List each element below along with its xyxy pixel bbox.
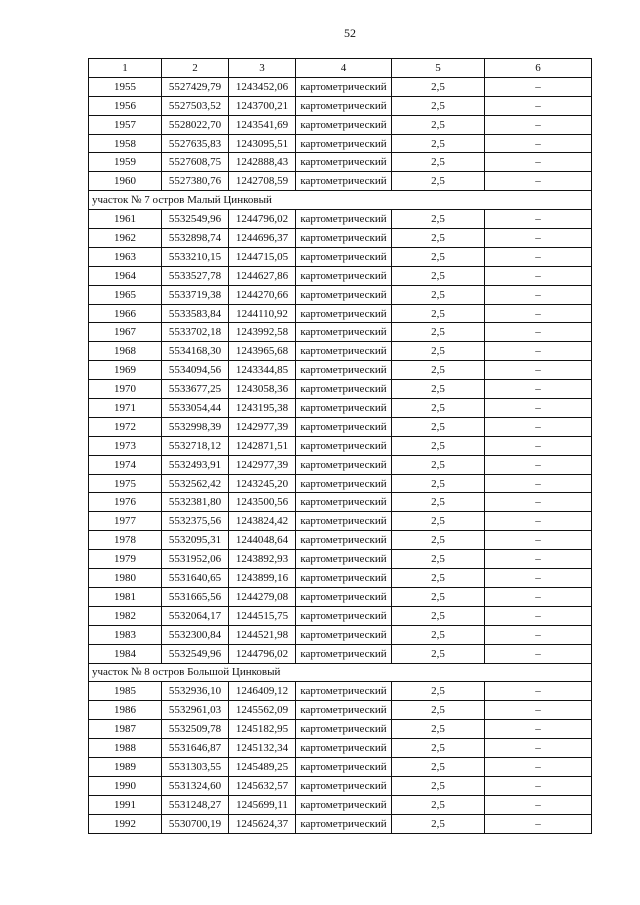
coordinate-1-cell: 5527635,83	[162, 134, 229, 153]
coordinate-2-cell: 1243899,16	[229, 569, 296, 588]
method-cell: картометрический	[296, 77, 392, 96]
coordinate-1-cell: 5532549,96	[162, 644, 229, 663]
method-cell: картометрический	[296, 474, 392, 493]
table-row	[89, 304, 592, 323]
method-cell: картометрический	[296, 229, 392, 248]
coordinate-1-cell: 5527380,76	[162, 172, 229, 191]
column-header-3: 3	[229, 59, 296, 78]
accuracy-cell: 2,5	[392, 644, 485, 663]
note-cell: –	[485, 606, 592, 625]
coordinate-1-cell: 5534168,30	[162, 342, 229, 361]
table-row	[89, 739, 592, 758]
coordinate-1-cell: 5531303,55	[162, 757, 229, 776]
note-cell: –	[485, 285, 592, 304]
point-number-cell: 1977	[89, 512, 162, 531]
accuracy-cell: 2,5	[392, 380, 485, 399]
note-cell: –	[485, 115, 592, 134]
note-cell: –	[485, 342, 592, 361]
table-row	[89, 493, 592, 512]
point-number-cell: 1983	[89, 625, 162, 644]
accuracy-cell: 2,5	[392, 569, 485, 588]
method-cell: картометрический	[296, 323, 392, 342]
accuracy-cell: 2,5	[392, 512, 485, 531]
accuracy-cell: 2,5	[392, 304, 485, 323]
note-cell: –	[485, 739, 592, 758]
note-cell: –	[485, 474, 592, 493]
coordinate-2-cell: 1245632,57	[229, 776, 296, 795]
coordinate-2-cell: 1243892,93	[229, 550, 296, 569]
accuracy-cell: 2,5	[392, 814, 485, 833]
table-row	[89, 323, 592, 342]
note-cell: –	[485, 210, 592, 229]
coordinate-2-cell: 1244270,66	[229, 285, 296, 304]
table-row	[89, 701, 592, 720]
table-row	[89, 531, 592, 550]
point-number-cell: 1963	[89, 247, 162, 266]
note-cell: –	[485, 682, 592, 701]
coordinate-2-cell: 1246409,12	[229, 682, 296, 701]
coordinate-1-cell: 5533527,78	[162, 266, 229, 285]
note-cell: –	[485, 644, 592, 663]
table-row	[89, 77, 592, 96]
coordinate-2-cell: 1243965,68	[229, 342, 296, 361]
method-cell: картометрический	[296, 606, 392, 625]
coordinate-2-cell: 1245562,09	[229, 701, 296, 720]
coordinate-2-cell: 1244696,37	[229, 229, 296, 248]
method-cell: картометрический	[296, 720, 392, 739]
point-number-cell: 1957	[89, 115, 162, 134]
table-row	[89, 474, 592, 493]
note-cell: –	[485, 493, 592, 512]
coordinate-2-cell: 1243195,38	[229, 399, 296, 418]
point-number-cell: 1988	[89, 739, 162, 758]
note-cell: –	[485, 701, 592, 720]
table-row	[89, 172, 592, 191]
coordinate-2-cell: 1242888,43	[229, 153, 296, 172]
table-row	[89, 682, 592, 701]
coordinate-1-cell: 5533583,84	[162, 304, 229, 323]
accuracy-cell: 2,5	[392, 720, 485, 739]
table-row	[89, 285, 592, 304]
accuracy-cell: 2,5	[392, 682, 485, 701]
accuracy-cell: 2,5	[392, 342, 485, 361]
method-cell: картометрический	[296, 134, 392, 153]
method-cell: картометрический	[296, 266, 392, 285]
method-cell: картометрический	[296, 757, 392, 776]
coordinate-2-cell: 1245699,11	[229, 795, 296, 814]
accuracy-cell: 2,5	[392, 474, 485, 493]
coordinate-1-cell: 5528022,70	[162, 115, 229, 134]
method-cell: картометрический	[296, 342, 392, 361]
coordinate-1-cell: 5532493,91	[162, 455, 229, 474]
point-number-cell: 1990	[89, 776, 162, 795]
coordinate-1-cell: 5532961,03	[162, 701, 229, 720]
coordinate-2-cell: 1242871,51	[229, 436, 296, 455]
note-cell: –	[485, 229, 592, 248]
accuracy-cell: 2,5	[392, 739, 485, 758]
coordinate-1-cell: 5532064,17	[162, 606, 229, 625]
coordinate-1-cell: 5533702,18	[162, 323, 229, 342]
table-row	[89, 814, 592, 833]
table-row	[89, 512, 592, 531]
accuracy-cell: 2,5	[392, 776, 485, 795]
table-row	[89, 436, 592, 455]
method-cell: картометрический	[296, 644, 392, 663]
point-number-cell: 1987	[89, 720, 162, 739]
coordinate-2-cell: 1243500,56	[229, 493, 296, 512]
coordinate-2-cell: 1244279,08	[229, 587, 296, 606]
table-row	[89, 153, 592, 172]
note-cell: –	[485, 172, 592, 191]
coordinate-1-cell: 5532375,56	[162, 512, 229, 531]
coordinate-1-cell: 5533054,44	[162, 399, 229, 418]
column-header-5: 5	[392, 59, 485, 78]
point-number-cell: 1968	[89, 342, 162, 361]
table-row	[89, 569, 592, 588]
point-number-cell: 1978	[89, 531, 162, 550]
coordinate-2-cell: 1242977,39	[229, 455, 296, 474]
column-header-4: 4	[296, 59, 392, 78]
note-cell: –	[485, 814, 592, 833]
accuracy-cell: 2,5	[392, 266, 485, 285]
coordinate-1-cell: 5532381,80	[162, 493, 229, 512]
coordinate-1-cell: 5532300,84	[162, 625, 229, 644]
point-number-cell: 1991	[89, 795, 162, 814]
table-row	[89, 644, 592, 663]
accuracy-cell: 2,5	[392, 210, 485, 229]
point-number-cell: 1966	[89, 304, 162, 323]
note-cell: –	[485, 266, 592, 285]
method-cell: картометрический	[296, 512, 392, 531]
table-row	[89, 720, 592, 739]
table-row	[89, 776, 592, 795]
note-cell: –	[485, 512, 592, 531]
method-cell: картометрический	[296, 153, 392, 172]
point-number-cell: 1969	[89, 361, 162, 380]
point-number-cell: 1962	[89, 229, 162, 248]
coordinate-2-cell: 1245489,25	[229, 757, 296, 776]
accuracy-cell: 2,5	[392, 795, 485, 814]
method-cell: картометрический	[296, 172, 392, 191]
accuracy-cell: 2,5	[392, 417, 485, 436]
coordinate-1-cell: 5532095,31	[162, 531, 229, 550]
column-header-6: 6	[485, 59, 592, 78]
table-row	[89, 795, 592, 814]
coordinate-1-cell: 5532509,78	[162, 720, 229, 739]
method-cell: картометрический	[296, 682, 392, 701]
point-number-cell: 1965	[89, 285, 162, 304]
coordinate-2-cell: 1243095,51	[229, 134, 296, 153]
coordinate-1-cell: 5532549,96	[162, 210, 229, 229]
point-number-cell: 1986	[89, 701, 162, 720]
table-row	[89, 342, 592, 361]
table-row	[89, 550, 592, 569]
note-cell: –	[485, 720, 592, 739]
method-cell: картометрический	[296, 587, 392, 606]
accuracy-cell: 2,5	[392, 550, 485, 569]
note-cell: –	[485, 417, 592, 436]
table-row	[89, 399, 592, 418]
point-number-cell: 1964	[89, 266, 162, 285]
point-number-cell: 1979	[89, 550, 162, 569]
note-cell: –	[485, 361, 592, 380]
point-number-cell: 1992	[89, 814, 162, 833]
accuracy-cell: 2,5	[392, 172, 485, 191]
note-cell: –	[485, 153, 592, 172]
note-cell: –	[485, 304, 592, 323]
accuracy-cell: 2,5	[392, 606, 485, 625]
coordinate-1-cell: 5532998,39	[162, 417, 229, 436]
coordinate-2-cell: 1244796,02	[229, 644, 296, 663]
point-number-cell: 1967	[89, 323, 162, 342]
accuracy-cell: 2,5	[392, 361, 485, 380]
coordinate-1-cell: 5527429,79	[162, 77, 229, 96]
section-title: участок № 7 остров Малый Цинковый	[89, 191, 592, 210]
point-number-cell: 1961	[89, 210, 162, 229]
note-cell: –	[485, 757, 592, 776]
section-row	[89, 191, 592, 210]
accuracy-cell: 2,5	[392, 757, 485, 776]
coordinate-2-cell: 1245624,37	[229, 814, 296, 833]
coordinate-1-cell: 5531646,87	[162, 739, 229, 758]
coordinate-1-cell: 5531248,27	[162, 795, 229, 814]
coordinate-1-cell: 5532562,42	[162, 474, 229, 493]
note-cell: –	[485, 455, 592, 474]
table-row	[89, 757, 592, 776]
table-row	[89, 96, 592, 115]
accuracy-cell: 2,5	[392, 153, 485, 172]
point-number-cell: 1959	[89, 153, 162, 172]
coordinate-1-cell: 5530700,19	[162, 814, 229, 833]
coordinate-2-cell: 1243541,69	[229, 115, 296, 134]
point-number-cell: 1955	[89, 77, 162, 96]
coordinate-1-cell: 5532898,74	[162, 229, 229, 248]
coordinates-table	[88, 58, 592, 834]
section-title: участок № 8 остров Большой Цинковый	[89, 663, 592, 682]
table-row	[89, 115, 592, 134]
accuracy-cell: 2,5	[392, 399, 485, 418]
coordinate-2-cell: 1244515,75	[229, 606, 296, 625]
coordinate-2-cell: 1243452,06	[229, 77, 296, 96]
section-row	[89, 663, 592, 682]
coordinate-2-cell: 1242977,39	[229, 417, 296, 436]
table-header	[89, 59, 592, 78]
method-cell: картометрический	[296, 304, 392, 323]
accuracy-cell: 2,5	[392, 493, 485, 512]
accuracy-cell: 2,5	[392, 455, 485, 474]
note-cell: –	[485, 247, 592, 266]
coordinate-2-cell: 1245132,34	[229, 739, 296, 758]
method-cell: картометрический	[296, 739, 392, 758]
accuracy-cell: 2,5	[392, 701, 485, 720]
point-number-cell: 1976	[89, 493, 162, 512]
method-cell: картометрический	[296, 285, 392, 304]
coordinate-2-cell: 1243700,21	[229, 96, 296, 115]
method-cell: картометрический	[296, 361, 392, 380]
method-cell: картометрический	[296, 455, 392, 474]
point-number-cell: 1958	[89, 134, 162, 153]
column-header-2: 2	[162, 59, 229, 78]
point-number-cell: 1971	[89, 399, 162, 418]
note-cell: –	[485, 323, 592, 342]
accuracy-cell: 2,5	[392, 436, 485, 455]
note-cell: –	[485, 587, 592, 606]
accuracy-cell: 2,5	[392, 587, 485, 606]
coordinate-1-cell: 5531952,06	[162, 550, 229, 569]
method-cell: картометрический	[296, 814, 392, 833]
coordinate-1-cell: 5531324,60	[162, 776, 229, 795]
point-number-cell: 1981	[89, 587, 162, 606]
coordinate-1-cell: 5531665,56	[162, 587, 229, 606]
coordinate-2-cell: 1243344,85	[229, 361, 296, 380]
note-cell: –	[485, 531, 592, 550]
note-cell: –	[485, 795, 592, 814]
method-cell: картометрический	[296, 795, 392, 814]
point-number-cell: 1980	[89, 569, 162, 588]
method-cell: картометрический	[296, 493, 392, 512]
method-cell: картометрический	[296, 569, 392, 588]
coordinate-1-cell: 5531640,65	[162, 569, 229, 588]
coordinate-1-cell: 5527608,75	[162, 153, 229, 172]
method-cell: картометрический	[296, 436, 392, 455]
table-row	[89, 247, 592, 266]
coordinate-1-cell: 5533677,25	[162, 380, 229, 399]
table-body	[89, 77, 592, 833]
coordinate-1-cell: 5532718,12	[162, 436, 229, 455]
header-row	[89, 59, 592, 78]
table-row	[89, 380, 592, 399]
point-number-cell: 1985	[89, 682, 162, 701]
method-cell: картометрический	[296, 550, 392, 569]
point-number-cell: 1970	[89, 380, 162, 399]
note-cell: –	[485, 77, 592, 96]
coordinate-2-cell: 1242708,59	[229, 172, 296, 191]
accuracy-cell: 2,5	[392, 285, 485, 304]
coordinate-2-cell: 1244715,05	[229, 247, 296, 266]
accuracy-cell: 2,5	[392, 134, 485, 153]
accuracy-cell: 2,5	[392, 625, 485, 644]
method-cell: картометрический	[296, 115, 392, 134]
column-header-1: 1	[89, 59, 162, 78]
coordinate-2-cell: 1244048,64	[229, 531, 296, 550]
coordinate-2-cell: 1245182,95	[229, 720, 296, 739]
accuracy-cell: 2,5	[392, 323, 485, 342]
note-cell: –	[485, 436, 592, 455]
accuracy-cell: 2,5	[392, 531, 485, 550]
table-row	[89, 210, 592, 229]
accuracy-cell: 2,5	[392, 229, 485, 248]
method-cell: картометрический	[296, 701, 392, 720]
table-row	[89, 606, 592, 625]
note-cell: –	[485, 776, 592, 795]
point-number-cell: 1972	[89, 417, 162, 436]
coordinate-1-cell: 5532936,10	[162, 682, 229, 701]
table-row	[89, 134, 592, 153]
method-cell: картометрический	[296, 776, 392, 795]
method-cell: картометрический	[296, 625, 392, 644]
point-number-cell: 1973	[89, 436, 162, 455]
method-cell: картометрический	[296, 210, 392, 229]
point-number-cell: 1982	[89, 606, 162, 625]
point-number-cell: 1989	[89, 757, 162, 776]
note-cell: –	[485, 625, 592, 644]
accuracy-cell: 2,5	[392, 77, 485, 96]
point-number-cell: 1960	[89, 172, 162, 191]
note-cell: –	[485, 399, 592, 418]
method-cell: картометрический	[296, 399, 392, 418]
method-cell: картометрический	[296, 247, 392, 266]
note-cell: –	[485, 96, 592, 115]
accuracy-cell: 2,5	[392, 247, 485, 266]
point-number-cell: 1956	[89, 96, 162, 115]
note-cell: –	[485, 380, 592, 399]
coordinate-1-cell: 5533719,38	[162, 285, 229, 304]
accuracy-cell: 2,5	[392, 115, 485, 134]
coordinate-2-cell: 1244110,92	[229, 304, 296, 323]
table-row	[89, 266, 592, 285]
coordinate-1-cell: 5533210,15	[162, 247, 229, 266]
table-row	[89, 361, 592, 380]
coordinate-2-cell: 1244627,86	[229, 266, 296, 285]
point-number-cell: 1974	[89, 455, 162, 474]
coordinate-2-cell: 1243245,20	[229, 474, 296, 493]
coordinate-1-cell: 5527503,52	[162, 96, 229, 115]
table-row	[89, 625, 592, 644]
table-row	[89, 455, 592, 474]
method-cell: картометрический	[296, 417, 392, 436]
coordinate-2-cell: 1243824,42	[229, 512, 296, 531]
coordinate-2-cell: 1244521,98	[229, 625, 296, 644]
table-row	[89, 587, 592, 606]
note-cell: –	[485, 134, 592, 153]
coordinate-1-cell: 5534094,56	[162, 361, 229, 380]
method-cell: картометрический	[296, 96, 392, 115]
point-number-cell: 1975	[89, 474, 162, 493]
method-cell: картометрический	[296, 380, 392, 399]
coordinate-2-cell: 1244796,02	[229, 210, 296, 229]
accuracy-cell: 2,5	[392, 96, 485, 115]
page-number: 52	[344, 26, 356, 40]
note-cell: –	[485, 550, 592, 569]
note-cell: –	[485, 569, 592, 588]
table-row	[89, 229, 592, 248]
coordinate-2-cell: 1243058,36	[229, 380, 296, 399]
table-row	[89, 417, 592, 436]
coordinate-2-cell: 1243992,58	[229, 323, 296, 342]
method-cell: картометрический	[296, 531, 392, 550]
point-number-cell: 1984	[89, 644, 162, 663]
